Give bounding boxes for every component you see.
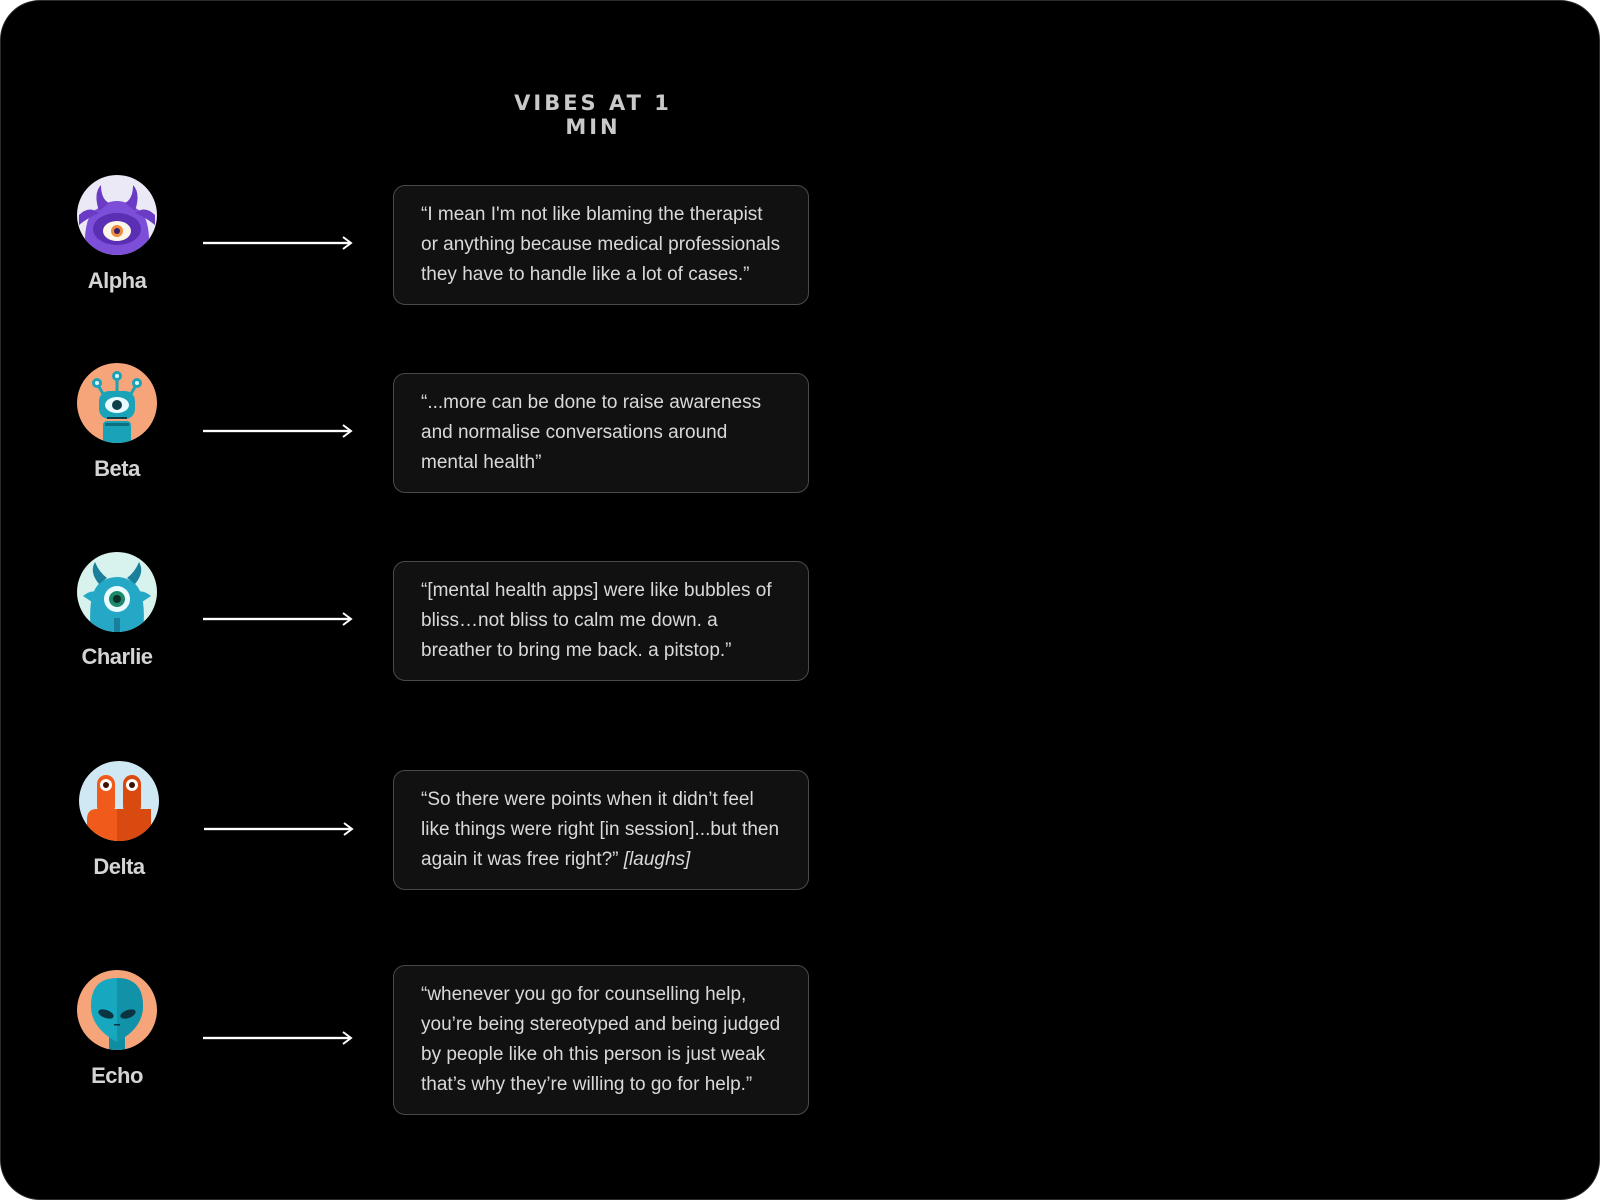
quote-box-beta <box>393 373 809 493</box>
slide-title: VIBES AT 1 MIN <box>514 91 672 139</box>
arrow-charlie <box>203 609 355 629</box>
arrow-alpha <box>203 233 355 253</box>
right-arrow-icon <box>203 421 355 441</box>
persona-name-delta: Delta <box>93 854 145 879</box>
avatar-beta <box>77 363 157 443</box>
avatar-delta <box>79 761 159 841</box>
right-arrow-icon <box>203 233 355 253</box>
blue-horned-monster-icon <box>77 552 157 632</box>
orange-two-eyed-monster-icon <box>79 761 159 841</box>
quote-text: “...more can be done to raise awareness and normalise conversations around mental health” <box>421 392 762 473</box>
right-arrow-icon <box>203 1028 355 1048</box>
right-arrow-icon <box>203 609 355 629</box>
avatar-alpha <box>77 175 157 255</box>
avatar-charlie <box>77 552 157 632</box>
quote-text: “So there were points when it didn’t feel like things were right [in session]...but then again it was free right?” <box>421 789 780 870</box>
right-arrow-icon <box>204 819 356 839</box>
purple-one-eyed-monster-icon <box>77 175 157 255</box>
persona-name-alpha: Alpha <box>87 268 147 293</box>
teal-robot-antenna-icon <box>77 363 157 443</box>
quote-text: “[mental health apps] were like bubbles of bliss…not bliss to calm me down. a breather to bring me back. a pitstop.” <box>421 580 772 661</box>
teal-alien-icon <box>77 970 157 1050</box>
arrow-echo <box>203 1028 355 1048</box>
quote-box-echo <box>393 965 809 1115</box>
arrow-beta <box>203 421 355 441</box>
avatar-echo <box>77 970 157 1050</box>
persona-name-charlie: Charlie <box>81 644 153 669</box>
quote-text: “whenever you go for counselling help, you’re being stereotyped and being judged by people like oh this person is just weak that’s why they’re willing to go for help.” <box>421 984 781 1095</box>
quote-aside: [laughs] <box>623 849 691 870</box>
quote-text: “I mean I'm not like blaming the therapist or anything because medical professionals they have to handle like a lot of cases.” <box>421 204 781 285</box>
persona-name-echo: Echo <box>91 1063 143 1088</box>
persona-name-beta: Beta <box>94 456 140 481</box>
quote-box-alpha <box>393 185 809 305</box>
quote-box-charlie <box>393 561 809 681</box>
arrow-delta <box>204 819 356 839</box>
quote-box-delta <box>393 770 809 890</box>
